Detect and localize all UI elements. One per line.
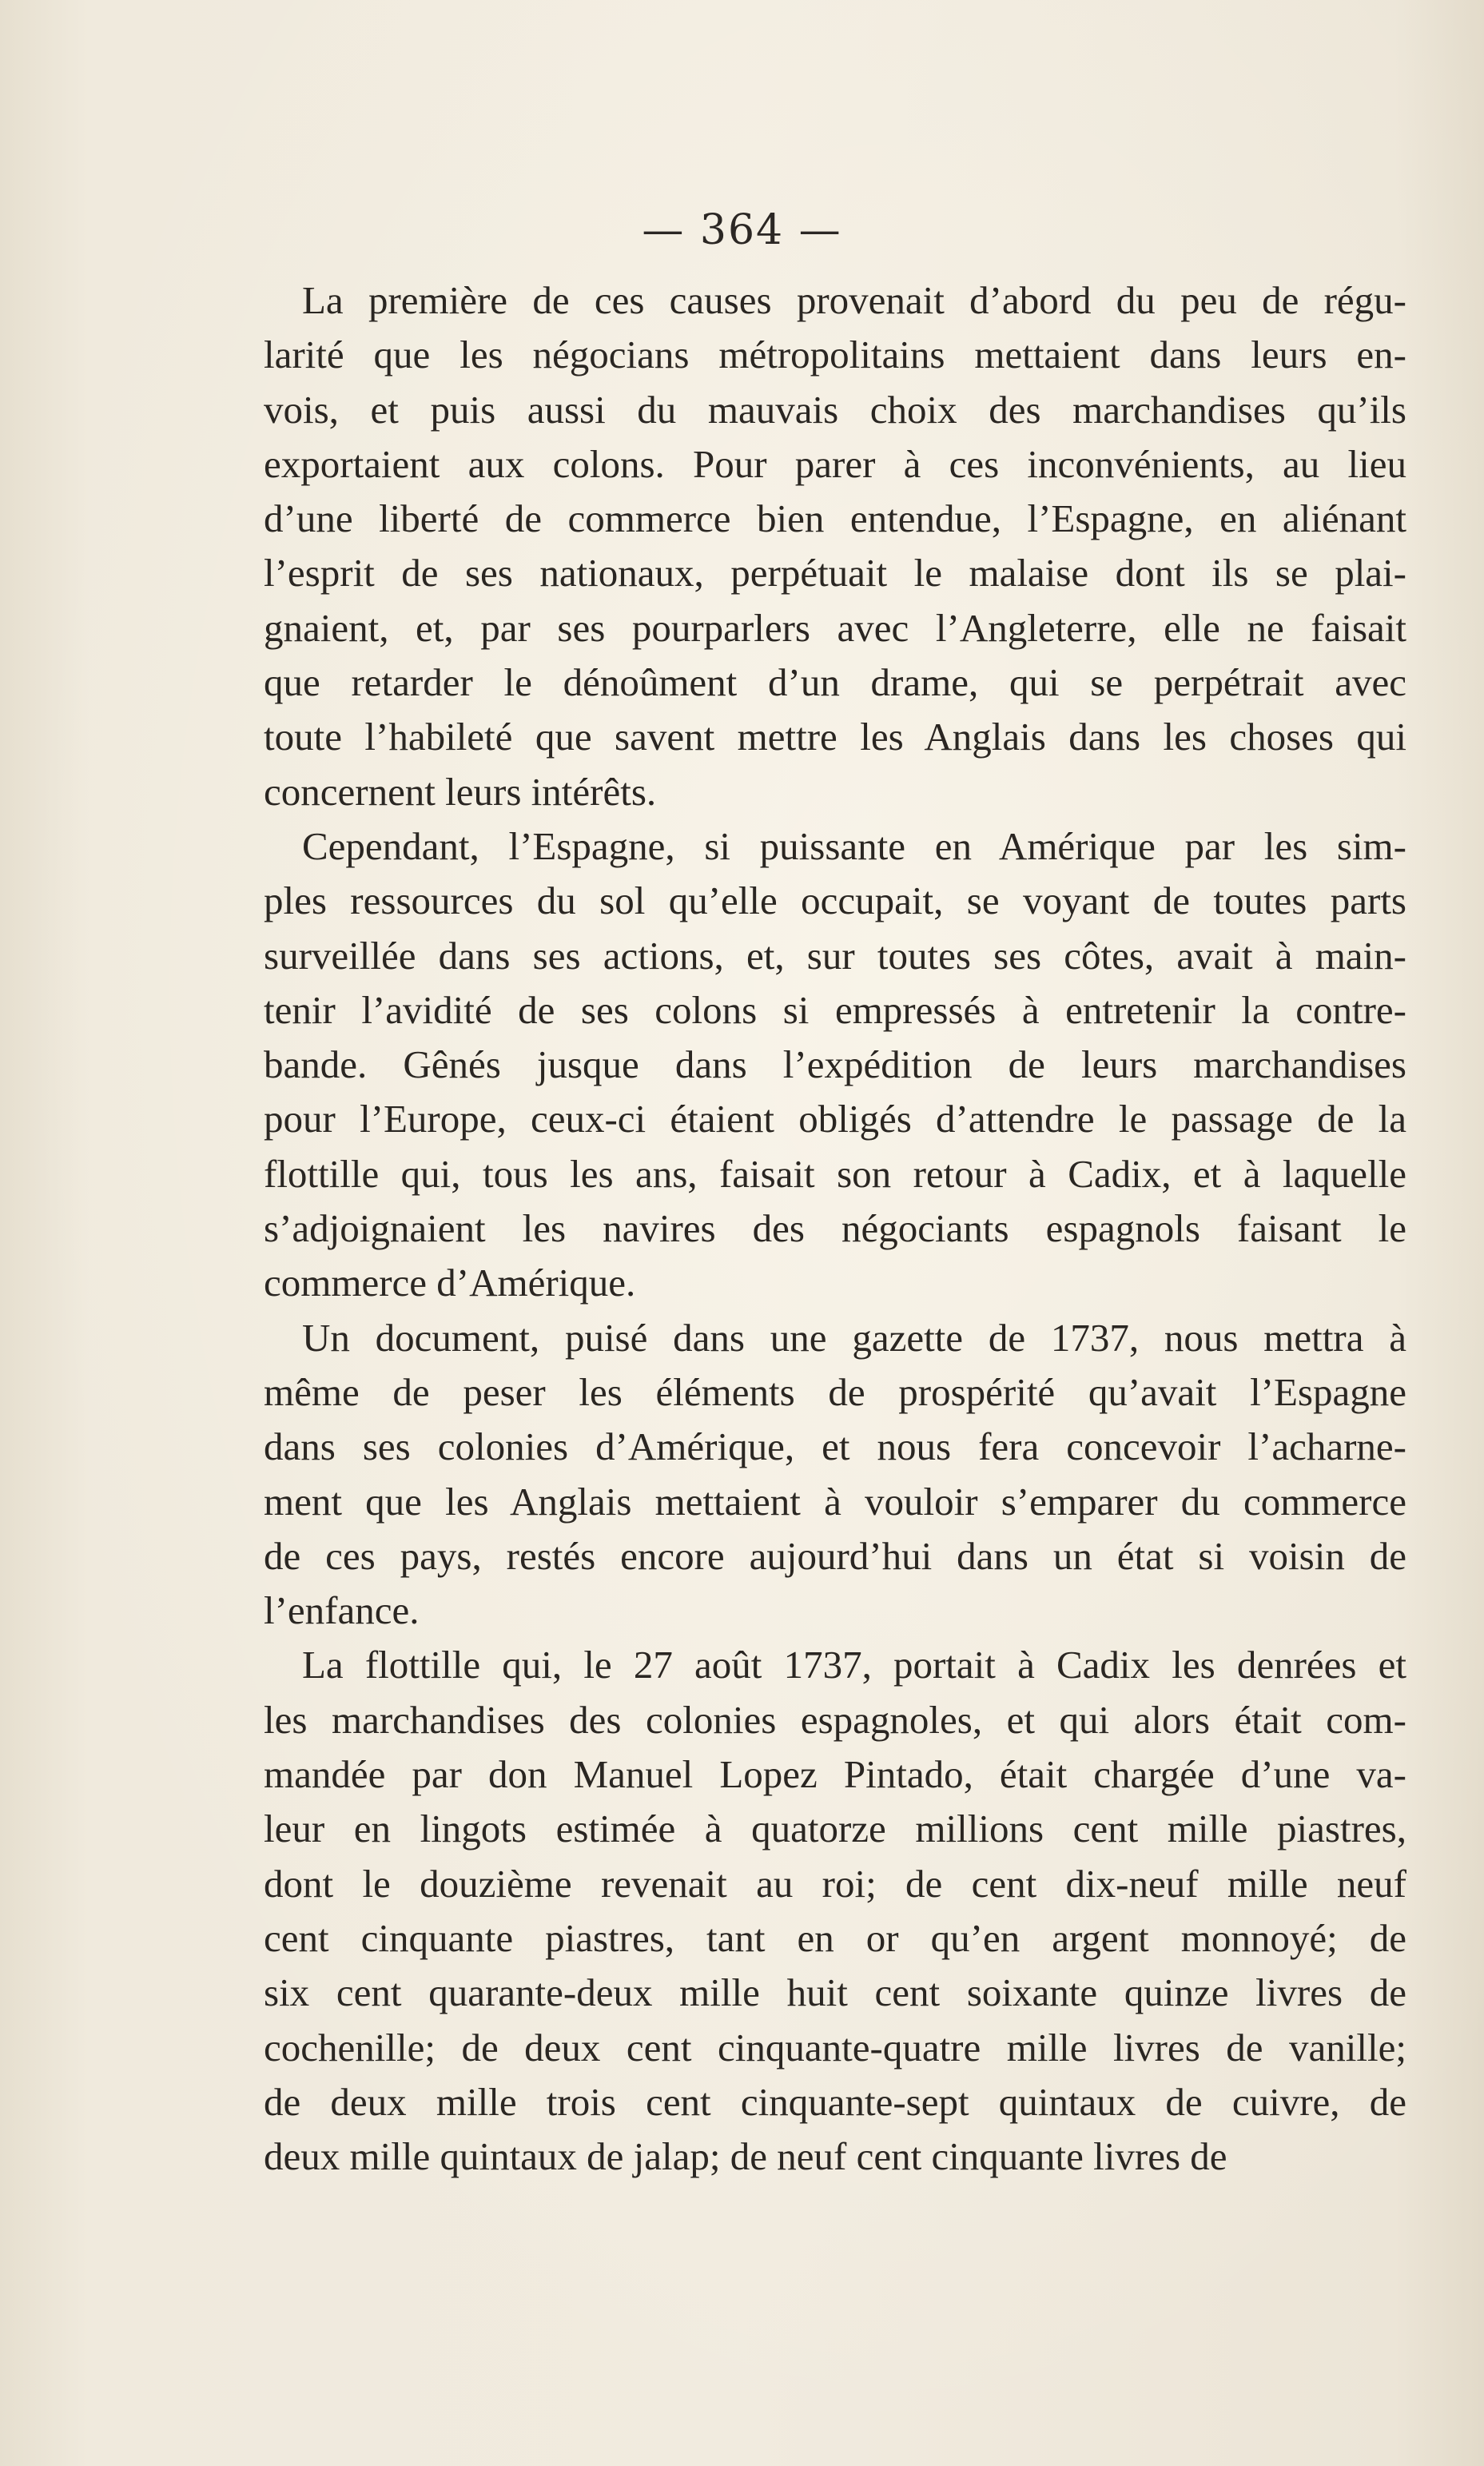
text-line: La première de ces causes provenait d’abord du peu de régu- [302,278,1406,322]
text-line: s’adjoignaient les navires des négociants espagnols faisant le [264,1206,1406,1251]
text-line: de deux mille trois cent cinquante-sept quintaux de cuivre, de [264,2079,1406,2124]
text-line: pour l’Europe, ceux-ci étaient obligés d’attendre le passage de la [264,1097,1406,1141]
text-line: même de peser les éléments de prospérité qu’avait l’Espagne [264,1369,1406,1414]
text-line: gnaient, et, par ses pourparlers avec l’Angleterre, elle ne faisait [264,605,1406,650]
text-line: ment que les Anglais mettaient à vouloir s’emparer du commerce [264,1479,1406,1524]
paragraph [264,1311,1406,1639]
text-line: l’enfance. [264,1588,420,1633]
text-line: Cependant, l’Espagne, si puissante en Amérique par les sim- [302,823,1406,868]
text-line: flottille qui, tous les ans, faisait son retour à Cadix, et à laquelle [264,1151,1406,1196]
text-line: l’esprit de ses nationaux, perpétuait le malaise dont ils se plai- [264,551,1406,596]
text-line: larité que les négocians métropolitains mettaient dans leurs en- [264,333,1406,377]
page-number: — 364 — [642,206,842,254]
text-line: d’une liberté de commerce bien entendue, l’Espagne, en aliénant [264,496,1406,541]
text-line: de ces pays, restés encore aujourd’hui dans un état si voisin de [264,1533,1406,1578]
text-line: tenir l’avidité de ses colons si empressés à entretenir la contre- [264,987,1406,1032]
text-line: concernent leurs intérêts. [264,769,657,814]
body-text [264,273,1406,2184]
text-line: commerce d’Amérique. [264,1261,636,1305]
text-line: bande. Gênés jusque dans l’expédition de leurs marchandises [264,1042,1406,1087]
text-line: que retarder le dénoûment d’un drame, qui se perpétrait avec [264,660,1406,705]
text-line: exportaient aux colons. Pour parer à ces inconvénients, au lieu [264,441,1406,486]
text-line: La flottille qui, le 27 août 1737, portait à Cadix les denrées et [302,1643,1406,1687]
text-line: deux mille quintaux de jalap; de neuf cent cinquante livres de [264,2134,1227,2179]
text-line: dans ses colonies d’Amérique, et nous fera concevoir l’acharne- [264,1424,1406,1469]
text-line: les marchandises des colonies espagnoles, et qui alors était com- [264,1697,1406,1742]
paragraph [264,273,1406,819]
text-line: ples ressources du sol qu’elle occupait, se voyant de toutes parts [264,878,1406,923]
text-line: vois, et puis aussi du mauvais choix des marchandises qu’ils [264,387,1406,432]
text-line: Un document, puisé dans une gazette de 1737, nous mettra à [302,1315,1406,1360]
text-line: leur en lingots estimée à quatorze millions cent mille piastres, [264,1807,1406,1851]
paragraph [264,819,1406,1311]
text-line: surveillée dans ses actions, et, sur toutes ses côtes, avait à main- [264,933,1406,978]
text-line: six cent quarante-deux mille huit cent soixante quinze livres de [264,1970,1406,2015]
text-line: toute l’habileté que savent mettre les Anglais dans les choses qui [264,715,1406,759]
text-line: cochenille; de deux cent cinquante-quatre mille livres de vanille; [264,2025,1406,2070]
text-line: mandée par don Manuel Lopez Pintado, était chargée d’une va- [264,1752,1406,1797]
paragraph [264,1638,1406,2184]
text-line: dont le douzième revenait au roi; de cent dix-neuf mille neuf [264,1861,1406,1906]
text-line: cent cinquante piastres, tant en or qu’en argent monnoyé; de [264,1915,1406,1960]
